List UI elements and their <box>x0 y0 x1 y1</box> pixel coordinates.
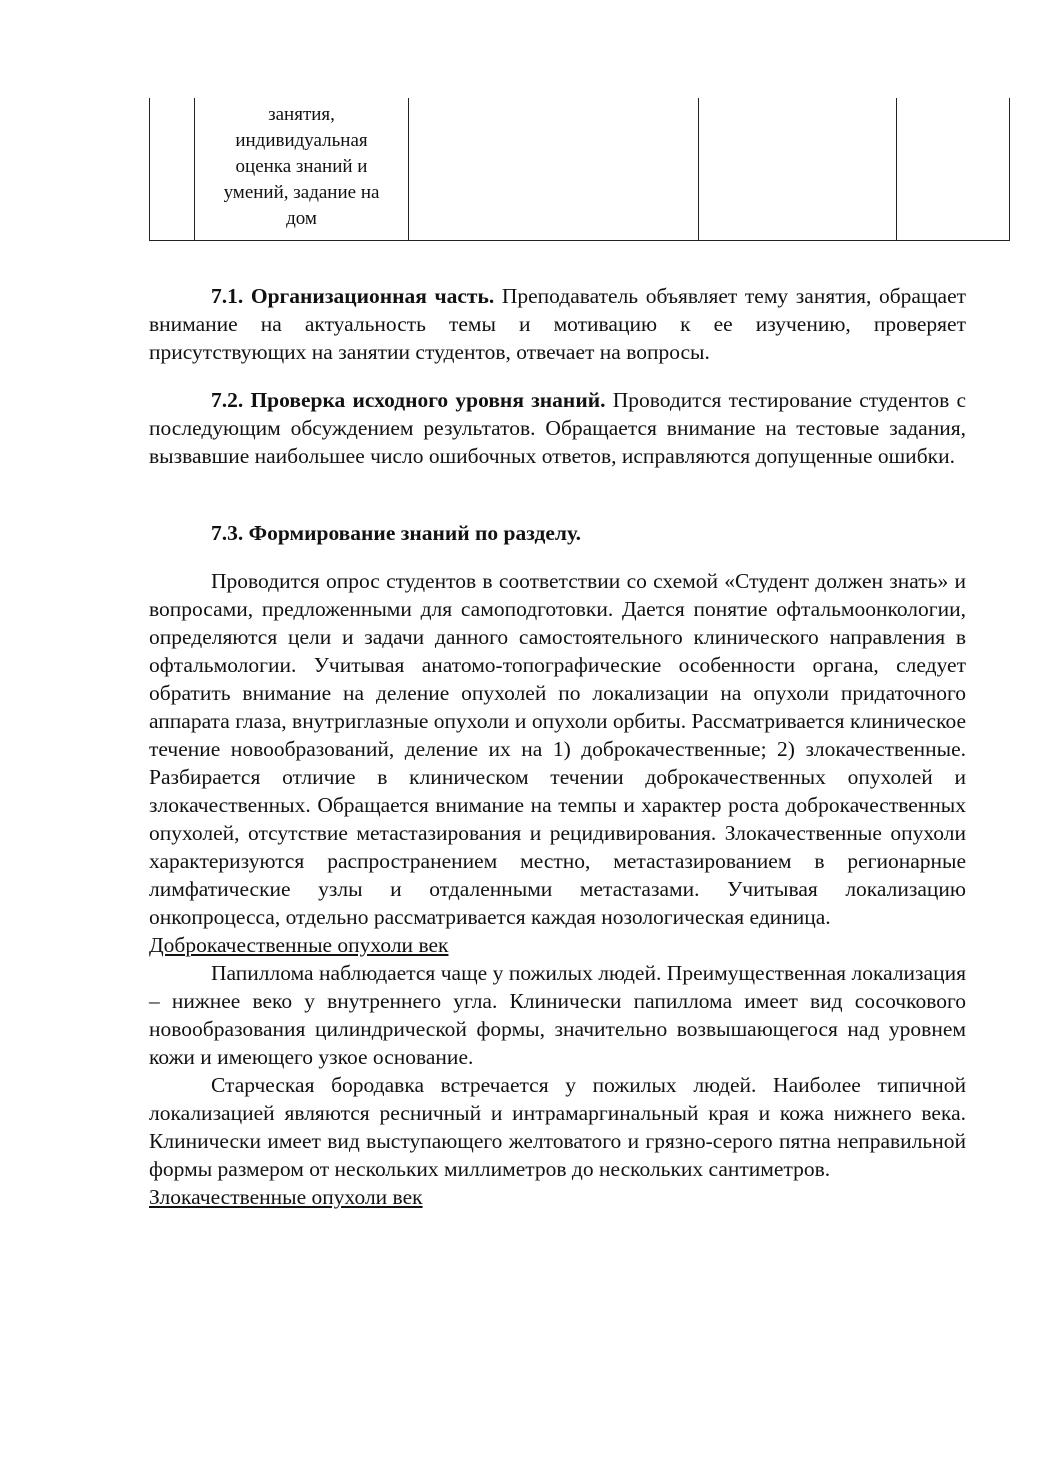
table-cell-text: занятия, индивидуальная оценка знаний и умений, задание на дом <box>223 104 380 229</box>
paragraph-senile-wart: Старческая бородавка встречается у пожилых людей. Наиболее типичной локализацией являются ресничный и интрамаргинальный края и кожа нижнего века. Клинически имеет вид выступающего желтоватого и грязно-серого пятна неправильной формы размером от нескольких миллиметров до нескольких сантиметров. <box>149 1073 966 1181</box>
paragraph-text: Преподаватель объявляет тему занятия, обращает внимание на актуальность темы и мотивацию к ее изучению, проверяет присутствующих на занятии студентов, отвечает на вопросы. <box>149 284 967 364</box>
section-7-2 <box>149 386 966 470</box>
section-7-3 <box>149 519 966 1211</box>
paragraph <box>149 386 966 470</box>
paragraph-text: Проводится тестирование студентов с последующим обсуждением результатов. Обращается внимание на тестовые задания, вызвавшие наибольшее число ошибочных ответов, исправляются допущенные ошибки. <box>149 388 966 468</box>
section-7-1 <box>149 282 966 366</box>
table-cell <box>150 98 195 240</box>
subheading-benign: Доброкачественные опухоли век <box>149 933 449 957</box>
section-heading: 7.2. Проверка исходного уровня знаний. <box>211 388 606 412</box>
table-cell <box>699 98 897 240</box>
paragraph-papilloma: Папиллома наблюдается чаще у пожилых людей. Преимущественная локализация – нижнее веко у внутреннего угла. Клинически папиллома имеет вид сосочкового новообразования цилиндрической формы, значительно возвышающегося над уровнем кожи и имеющего узкое основание. <box>149 961 966 1069</box>
paragraph <box>149 519 966 547</box>
table-cell <box>409 98 699 240</box>
table-cell <box>195 98 409 240</box>
subheading-malignant: Злокачественные опухоли век <box>149 1185 423 1209</box>
table-row <box>150 98 1010 240</box>
section-heading: 7.1. Организационная часть. <box>211 284 495 308</box>
table-cell <box>897 98 1010 240</box>
lesson-plan-table-fragment <box>149 98 1010 241</box>
paragraph <box>149 282 966 366</box>
paragraph: Проводится опрос студентов в соответствии со схемой «Студент должен знать» и вопросами, предложенными для самоподготовки. Дается понятие офтальмоонкологии, определяются цели и задачи данного самостоятельного клинического направления в офтальмологии. Учитывая анатомо-топографические особенности органа, следует обратить внимание на деление опухолей по локализации на опухоли придаточного аппарата глаза, внутриглазные опухоли и опухоли орбиты. Рассматривается клиническое течение новообразований, деление их на 1) доброкачественные; 2) злокачественные. Разбирается отличие в клиническом течении доброкачественных опухолей и злокачественных. Обращается внимание на темпы и характер роста доброкачественных опухолей, отсутствие метастазирования и рецидивирования. Злокачественные опухоли характеризуются распространением местно, метастазированием в регионарные лимфатические узлы и отдаленными метастазами. Учитывая локализацию онкопроцесса, отдельно рассматривается каждая нозологическая единица. <box>149 569 966 929</box>
section-heading: 7.3. Формирование знаний по разделу. <box>211 521 581 545</box>
